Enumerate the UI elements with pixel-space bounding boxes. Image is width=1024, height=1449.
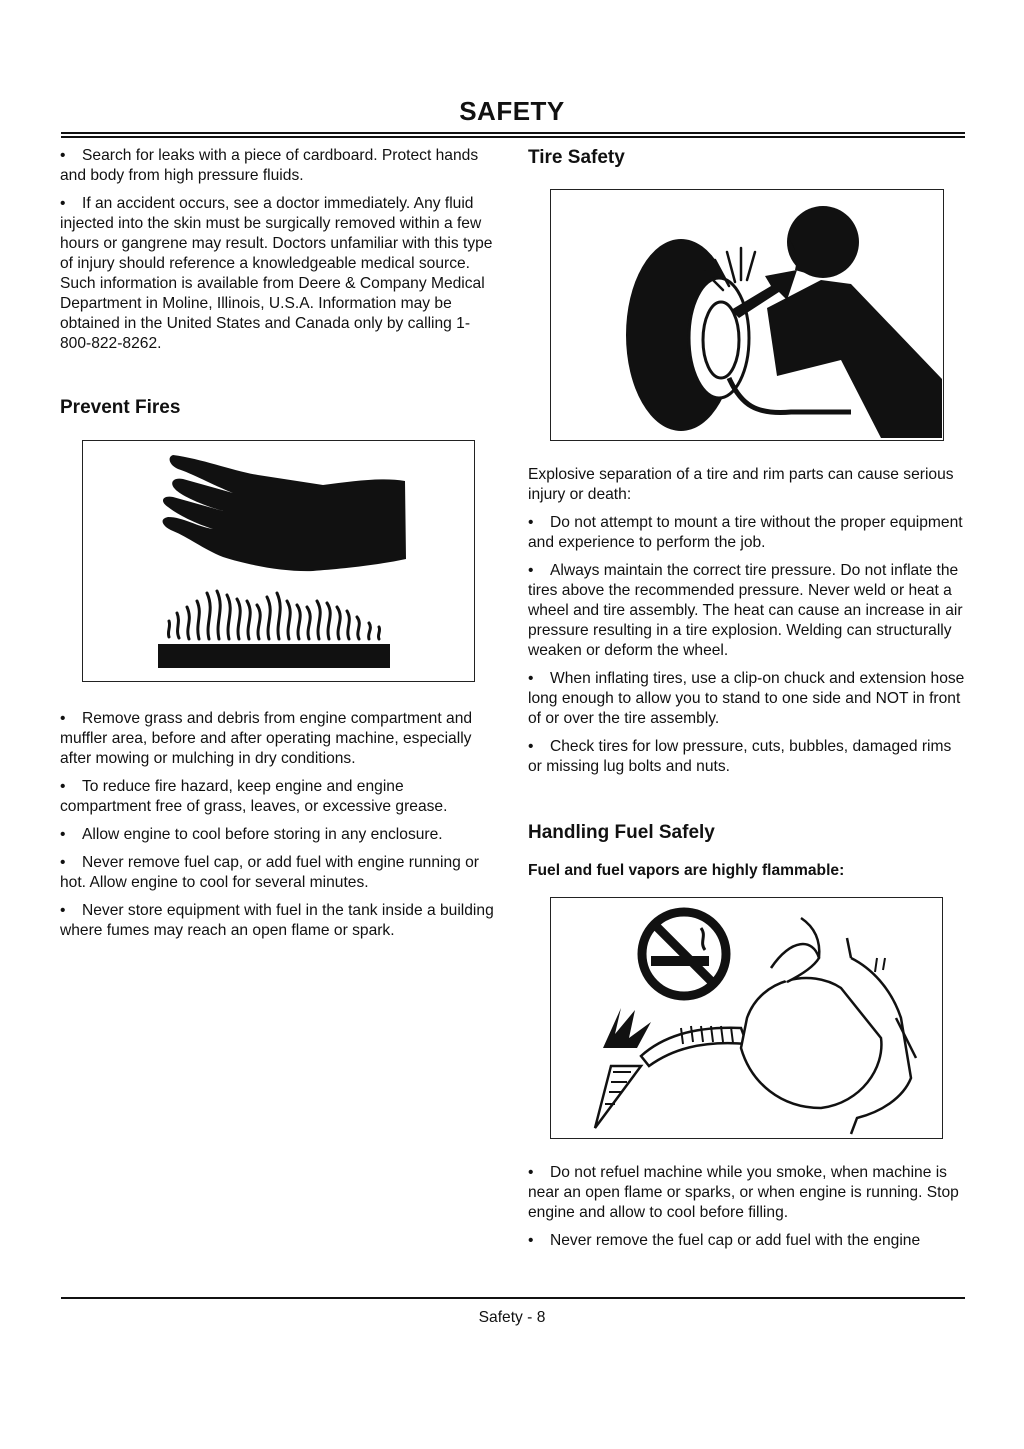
bullet-text: Never store equipment with fuel in the tank inside a building where fumes may reach an open flame or spark.: [60, 902, 494, 939]
list-item: [60, 709, 498, 769]
bullet-glyph: •: [60, 147, 66, 164]
list-item: [528, 513, 968, 553]
list-item: [60, 146, 498, 186]
list-item: [60, 825, 498, 845]
left-column: [60, 146, 498, 949]
bullet-glyph: •: [60, 710, 66, 727]
bullet-glyph: •: [528, 670, 534, 687]
prevent-fires-illustration: [82, 440, 475, 682]
section-heading-handling-fuel: Handling Fuel Safely: [528, 822, 715, 843]
right-column: [528, 146, 968, 1259]
list-item: [60, 901, 498, 941]
no-smoking-refuel-icon: [551, 898, 941, 1137]
page-footer: Safety - 8: [478, 1309, 546, 1326]
tire-safety-illustration: [550, 189, 944, 441]
bullet-glyph: •: [528, 514, 534, 531]
list-item: [528, 1231, 968, 1251]
list-item: [60, 194, 498, 354]
bullet-text: When inflating tires, use a clip-on chuck and extension hose long enough to allow you to stand to one side and NOT in front of or over the tire assembly.: [528, 670, 965, 727]
tire-explosion-icon: [551, 190, 942, 439]
bullet-text: Check tires for low pressure, cuts, bubbles, damaged rims or missing lug bolts and nuts.: [528, 738, 952, 775]
bullet-text: Always maintain the correct tire pressure. Do not inflate the tires above the recommended pressure. Never weld or heat a wheel and tire assembly. The heat can cause an increase in air pressure resulting in a tire explosion. Welding can structurally weaken or deform the wheel.: [528, 562, 963, 659]
tire-safety-intro: Explosive separation of a tire and rim parts can cause serious injury or death:: [528, 466, 954, 503]
bullet-text: Do not refuel machine while you smoke, when machine is near an open flame or sparks, or when engine is running. Stop engine and allow to cool before filling.: [528, 1164, 959, 1221]
section-heading-tire-safety: Tire Safety: [528, 147, 625, 168]
list-item: [528, 737, 968, 777]
fuel-safety-illustration: [550, 897, 943, 1139]
bullet-glyph: •: [528, 1164, 534, 1181]
title-rule-top: [61, 132, 965, 134]
bullet-glyph: •: [60, 778, 66, 795]
bullet-glyph: •: [60, 826, 66, 843]
page-title: SAFETY: [459, 96, 565, 126]
footer-rule: [61, 1297, 965, 1299]
section-heading-prevent-fires: Prevent Fires: [60, 397, 181, 418]
bullet-glyph: •: [528, 738, 534, 755]
bullet-text: If an accident occurs, see a doctor immediately. Any fluid injected into the skin must be surgically removed within a few hours or gangrene may result. Doctors unfamiliar with this type of injury should reference a knowledgeable medical source. Such information is available from Deere & Company Medical Department in Moline, Illinois, U.S.A. Information may be obtained in the United States and Canada only by calling 1-800-822-8262.: [60, 195, 493, 352]
list-item: [60, 777, 498, 817]
bullet-text: Never remove fuel cap, or add fuel with engine running or hot. Allow engine to cool for several minutes.: [60, 854, 480, 891]
hand-over-flame-icon: [83, 441, 473, 680]
list-item: [528, 561, 968, 661]
bullet-glyph: •: [528, 1232, 534, 1249]
bullet-glyph: •: [60, 854, 66, 871]
list-item: [60, 853, 498, 893]
list-item: [528, 1163, 968, 1223]
bullet-text: To reduce fire hazard, keep engine and engine compartment free of grass, leaves, or excessive grease.: [60, 778, 448, 815]
bullet-text: Do not attempt to mount a tire without the proper equipment and experience to perform the job.: [528, 514, 963, 551]
bullet-text: Remove grass and debris from engine compartment and muffler area, before and after operating machine, especially after mowing or mulching in dry conditions.: [60, 710, 473, 767]
bullet-glyph: •: [60, 195, 66, 212]
bullet-text: Never remove the fuel cap or add fuel with the engine: [550, 1232, 921, 1249]
bullet-glyph: •: [60, 902, 66, 919]
list-item: [528, 669, 968, 729]
bullet-text: Allow engine to cool before storing in any enclosure.: [82, 826, 443, 843]
bullet-glyph: •: [528, 562, 534, 579]
title-rule-bottom: [61, 136, 965, 138]
bullet-text: Search for leaks with a piece of cardboard. Protect hands and body from high pressure fluids.: [60, 147, 479, 184]
fuel-warning-subheading: Fuel and fuel vapors are highly flammable:: [528, 862, 845, 879]
